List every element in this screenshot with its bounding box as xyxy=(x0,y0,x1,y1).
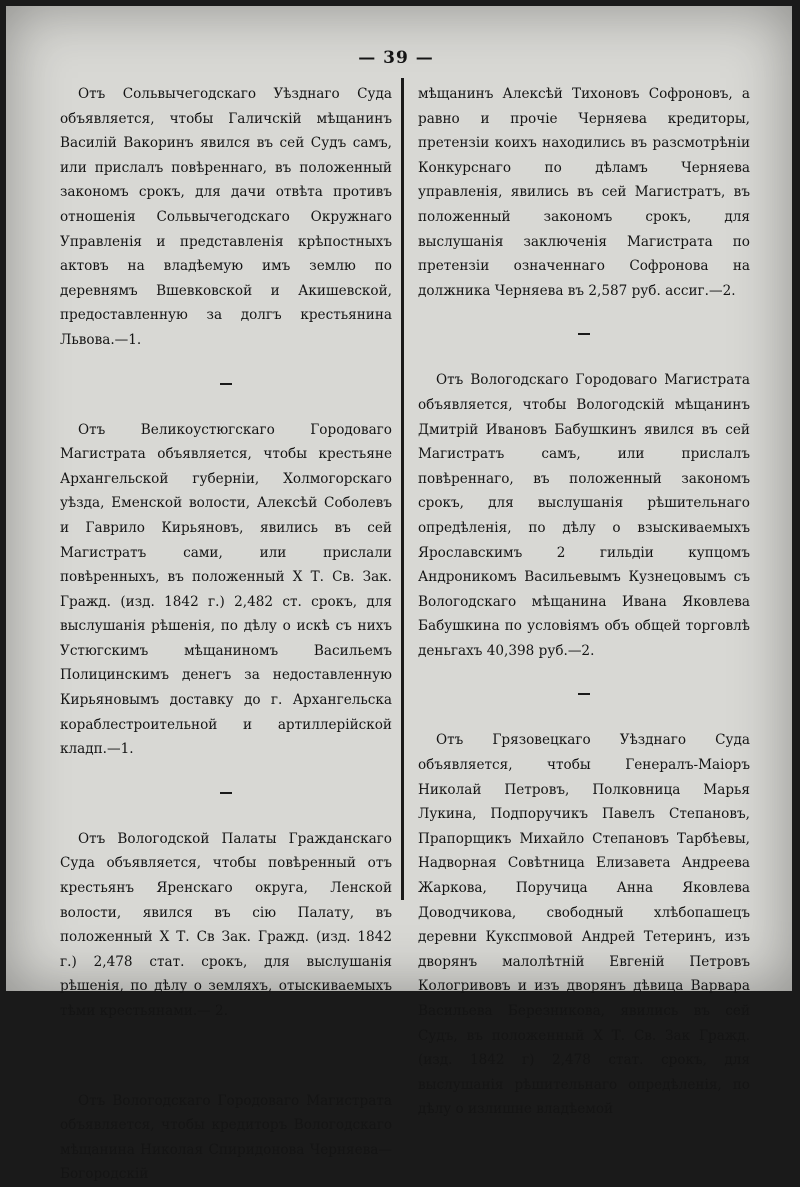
notice-paragraph: мѣщанинъ Алексѣй Тихоновъ Софроновъ, а равно и прочіе Черняева кредиторы, претензіи коихъ находились въ разсмотрѣніи Конкурснаго по дѣламъ Черняева управленія, явились въ сей Магистратъ, въ положенный закономъ срокъ, для выслушанія заключенія Магистрата по претензіи означеннаго Софронова на должника Черняева въ 2,587 руб. ассиг.—2. xyxy=(418,86,750,299)
column-divider xyxy=(401,78,404,900)
notice-paragraph: Отъ Грязовецкаго Уѣзднаго Суда объявляется, чтобы Генералъ-Маіоръ Николай Петровъ, Полковница Марья Лукина, Подпоручикъ Павелъ Степановъ, Прапорщикъ Михайло Степановъ Тарбѣевы, Надворная Совѣтница Елизавета Андреева Жаркова, Поручица Анна Яковлева Доводчикова, свободный хлѣбопашецъ деревни Кукспмовой Андрей Тетеринъ, изъ дворянъ малолѣтній Евгеній Петровъ Кологривовъ и изъ дворянъ дѣвица Варвара Васильева Березникова, явились въ сей Судъ, въ положенный X Т. Св. Зак Гражд. (изд. 1842 г) 2,478 стат. срокъ, для выслушанія рѣшительнаго опредѣленія, по дѣлу о излишне владѣемой xyxy=(418,732,750,1118)
document-page xyxy=(6,6,792,1183)
section-separator xyxy=(220,383,232,385)
left-column xyxy=(60,82,392,1187)
section-separator xyxy=(578,693,590,695)
right-column xyxy=(418,82,750,1122)
section-separator xyxy=(578,333,590,335)
notice-paragraph: Отъ Великоустюгскаго Городоваго Магистрата объявляется, чтобы крестьяне Архангельской губерніи, Холмогорскаго уѣзда, Еменской волости, Алексѣй Соболевъ и Гаврило Кирьяновъ, явились въ сей Магистратъ сами, или прислали повѣренныхъ, въ положенный X Т. Св. Зак. Гражд. (изд. 1842 г.) 2,482 ст. срокъ, для выслушанія рѣшенія, по дѣлу о искѣ съ нихъ Устюгскимъ мѣщаниномъ Васильемъ Полицинскимъ денегъ за недоставленную Кирьяновымъ доставку до г. Архангельска кораблестроительной и артиллерійской кладп.—1. xyxy=(60,421,392,758)
section-separator xyxy=(220,792,232,794)
notice-paragraph: Отъ Вологодской Палаты Гражданскаго Суда объявляется, чтобы повѣренный отъ крестьянъ Яренскаго округа, Ленской волости, явился въ сію Палату, въ положенный X Т. Св Зак. Гражд. (изд. 1842 г.) 2,478 стат. срокъ, для выслушанія рѣшенія, по дѣлу о земляхъ, отыскиваемыхъ тѣми крестьянами.— 2. xyxy=(60,830,392,1019)
notice-paragraph: Отъ Вологодскаго Городоваго Магистрата объявляется, чтобы Вологодскій мѣщанинъ Дмитрій Ивановъ Бабушкинъ явился въ сей Магистратъ самъ, или прислалъ повѣреннаго, въ положенный закономъ срокъ, для выслушанія рѣшительнаго опредѣленія, по дѣлу о взыскиваемыхъ Ярославскимъ 2 гильдіи купцомъ Андроникомъ Васильевымъ Кузнецовымъ съ Вологодскаго мѣщанина Ивана Яковлева Бабушкина по условіямъ объ общей торговлѣ деньгахъ 40,398 руб.—2. xyxy=(418,372,750,659)
section-separator xyxy=(220,1054,232,1056)
page-number: — 39 — xyxy=(358,48,434,68)
notice-paragraph: Отъ Сольвычегодскаго Уѣзднаго Суда объявляется, чтобы Галичскій мѣщанинъ Василій Вакоринъ явился въ сей Судъ самъ, или прислалъ повѣреннаго, въ положенный закономъ срокъ, для дачи отвѣта противъ отношенія Сольвычегодскаго Окружнаго Управленія и представленія крѣпостныхъ актовъ на владѣемую имъ землю по деревнямъ Вшевковской и Акишевской, предоставленную за долгъ крестьянина Львова.—1. xyxy=(60,86,392,348)
notice-paragraph: Отъ Вологодскаго Городоваго Магистрата объявляется, чтобы кредиторъ Вологодскаго мѣщанина Николая Спиридонова Черняева—Богородскій xyxy=(60,1092,392,1183)
